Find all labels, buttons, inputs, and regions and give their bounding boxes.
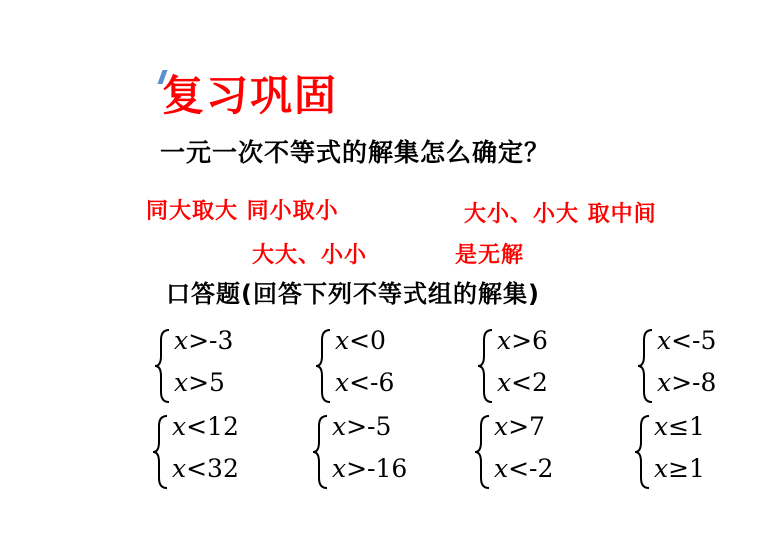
- review-question: 一元一次不等式的解集怎么确定？: [160, 138, 551, 167]
- inequality-line-1: x<0: [335, 326, 386, 355]
- inequality-system-1: [152, 326, 262, 406]
- left-brace-icon: [475, 326, 497, 406]
- inequality-system-6: [310, 412, 420, 492]
- rule-no-solution-cases: 大大、小小: [252, 243, 368, 268]
- left-brace-icon: [310, 412, 332, 492]
- inequality-system-2: [313, 326, 423, 406]
- inequality-line-1: x>7: [494, 412, 545, 441]
- inequality-line-2: x>-16: [332, 454, 408, 483]
- inequality-system-5: [150, 412, 260, 492]
- left-brace-icon: [150, 412, 172, 492]
- inequality-line-2: x<-2: [494, 454, 554, 483]
- inequality-system-3: [475, 326, 585, 406]
- left-brace-icon: [152, 326, 174, 406]
- inequality-line-1: x≤1: [654, 412, 705, 441]
- left-brace-icon: [635, 326, 657, 406]
- oral-task-heading: 口答题(回答下列不等式组的解集): [166, 280, 540, 308]
- inequality-line-1: x>6: [497, 326, 548, 355]
- inequality-line-2: x≥1: [654, 454, 705, 483]
- inequality-line-2: x<32: [172, 454, 239, 483]
- rule-take-middle: 大小、小大 取中间: [464, 202, 657, 227]
- inequality-line-1: x>-5: [332, 412, 392, 441]
- inequality-line-1: x>-3: [174, 326, 234, 355]
- rule-no-solution: 是无解: [455, 243, 525, 268]
- left-brace-icon: [313, 326, 335, 406]
- inequality-system-8: [632, 412, 742, 492]
- inequality-system-4: [635, 326, 745, 406]
- inequality-line-1: x<-5: [657, 326, 717, 355]
- inequality-line-2: x<2: [497, 368, 548, 397]
- inequality-line-1: x<12: [172, 412, 239, 441]
- rule-same-direction: 同大取大 同小取小: [146, 199, 339, 224]
- inequality-line-2: x<-6: [335, 368, 395, 397]
- slide-title: 复习巩固: [162, 71, 339, 120]
- inequality-system-7: [472, 412, 582, 492]
- inequality-line-2: x>-8: [657, 368, 717, 397]
- inequality-line-2: x>5: [174, 368, 225, 397]
- left-brace-icon: [632, 412, 654, 492]
- left-brace-icon: [472, 412, 494, 492]
